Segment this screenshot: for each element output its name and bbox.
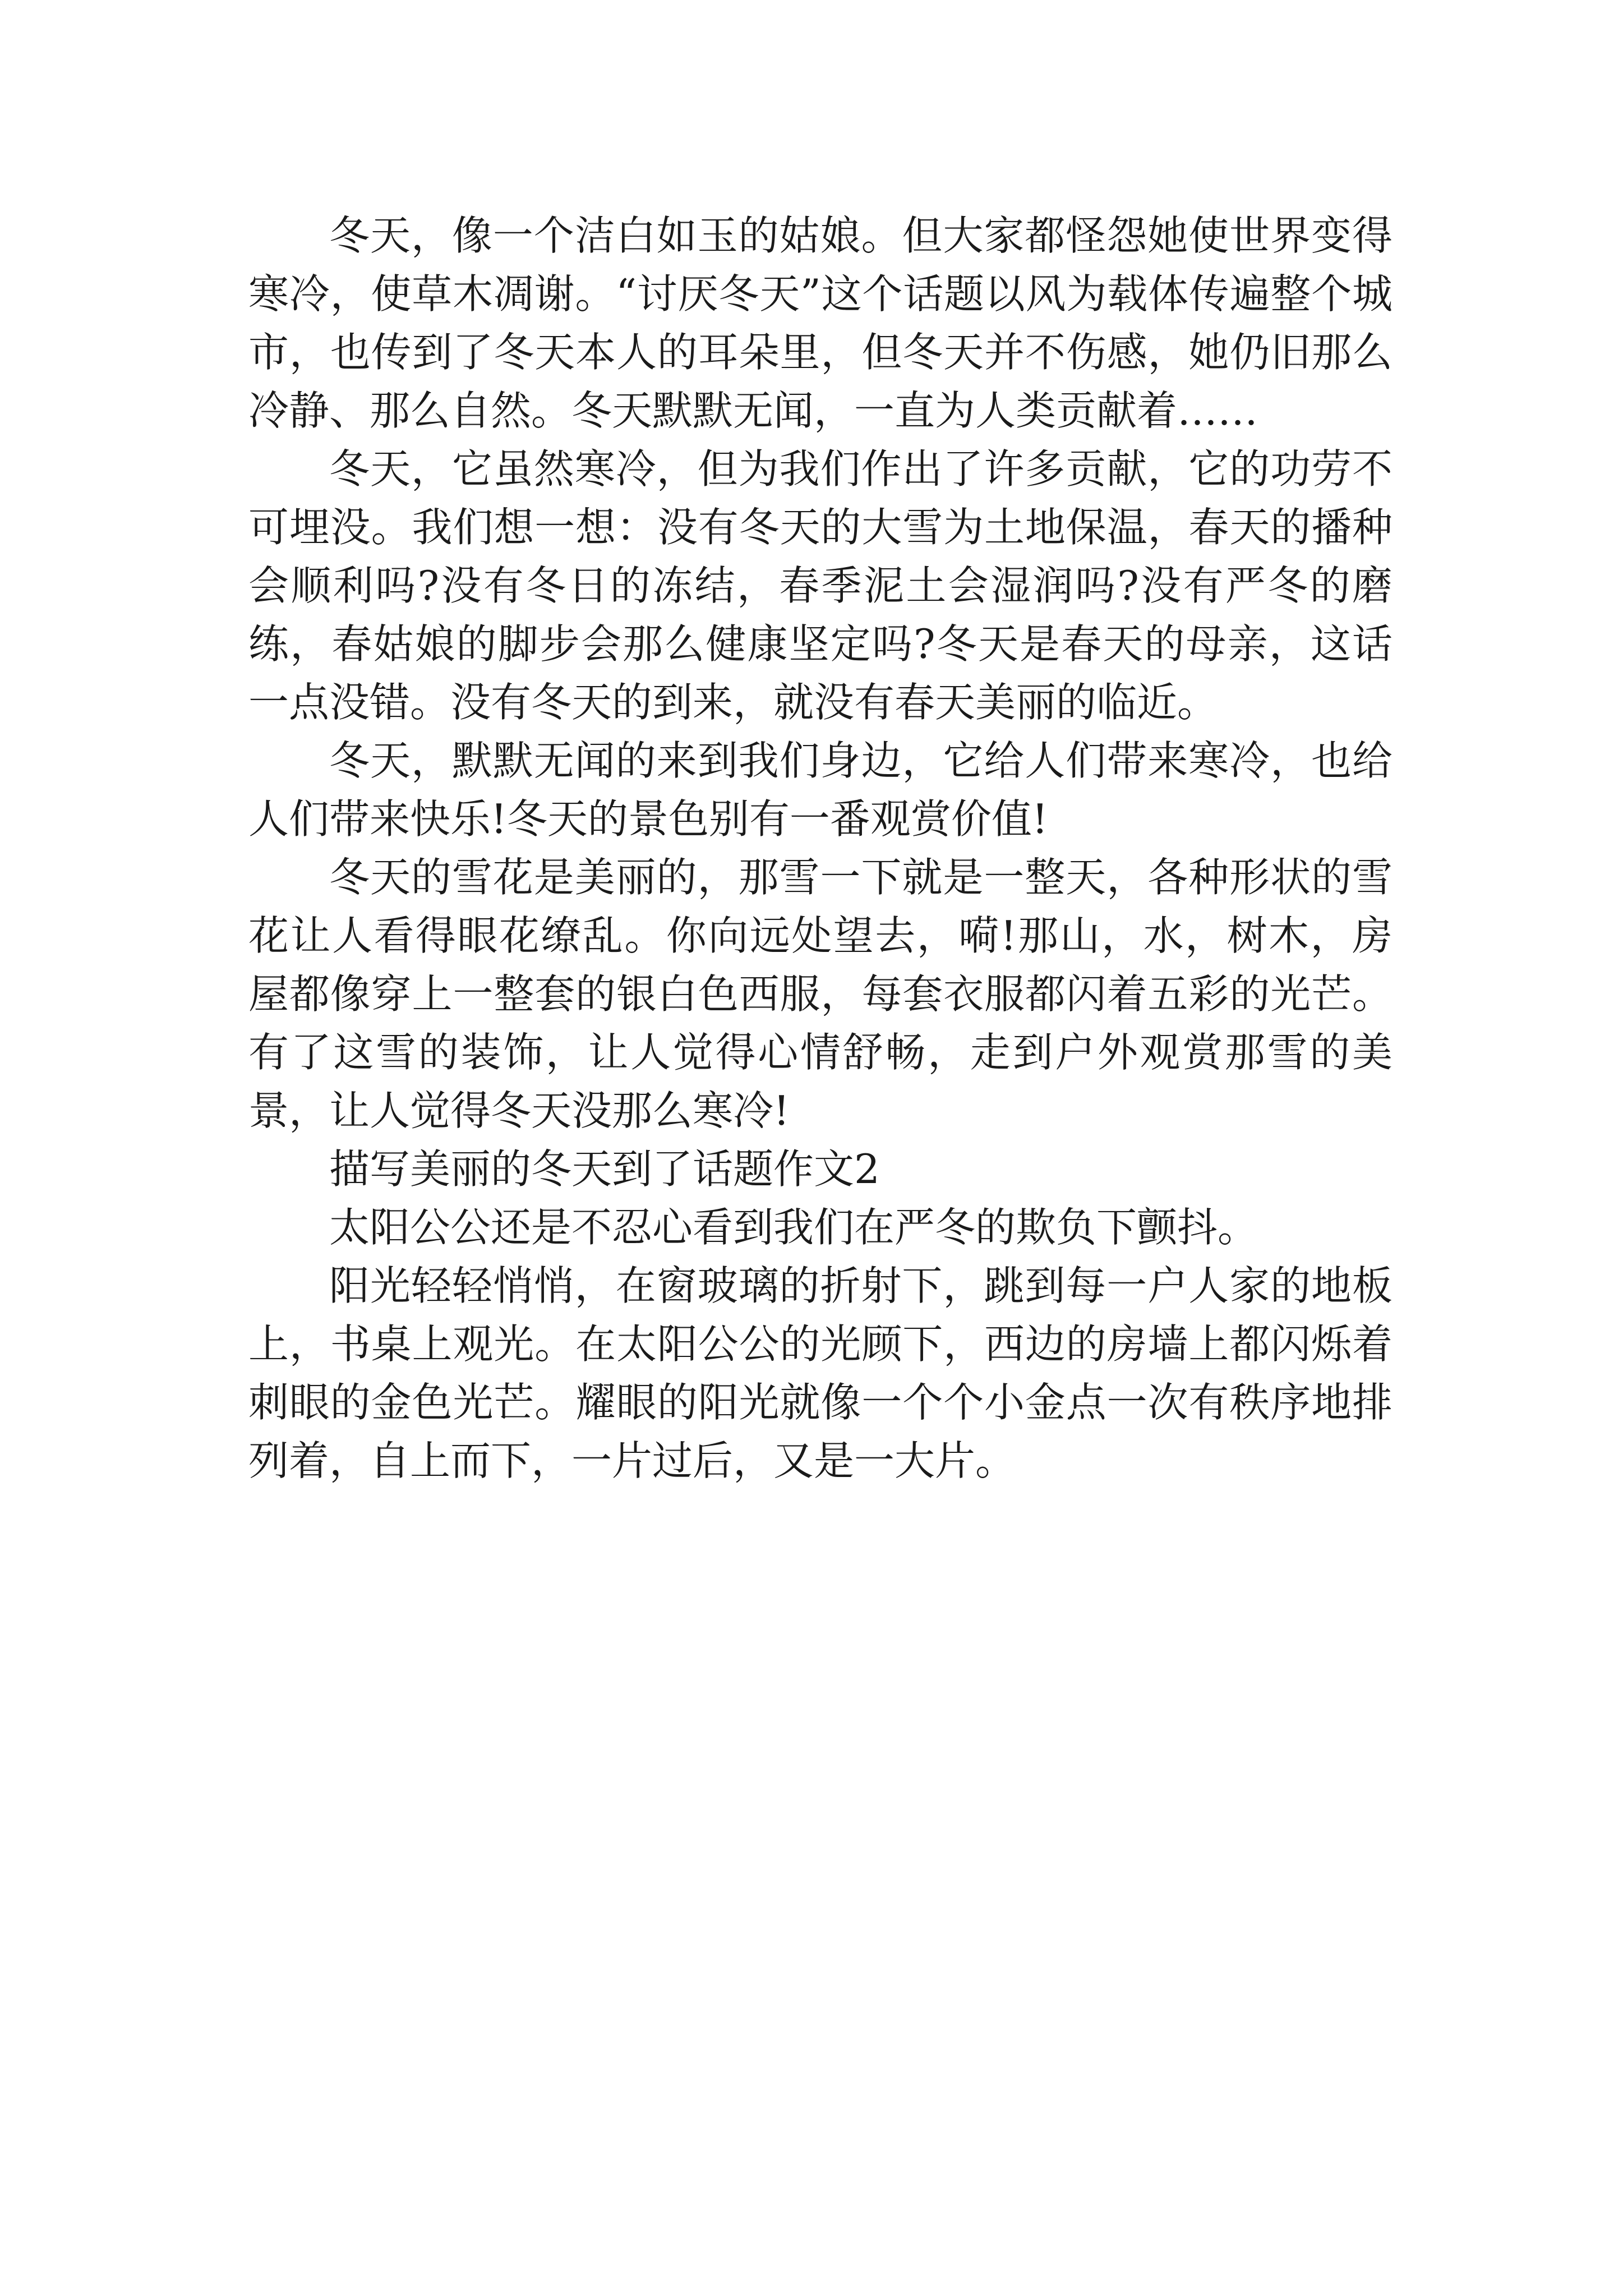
paragraph-6: 阳光轻轻悄悄，在窗玻璃的折射下，跳到每一户人家的地板上，书桌上观光。在太阳公公的光顾下，西边的房墙上都闪烁着刺眼的金色光芒。耀眼的阳光就像一个个小金点一次有秩序地排列着，自上而下，一片过后，又是一大片。 — [248, 1262, 1393, 1484]
paragraph-3: 冬天，默默无闻的来到我们身边，它给人们带来寒冷，也给人们带来快乐!冬天的景色别有一番观赏价值! — [248, 737, 1393, 843]
paragraph-2: 冬天，它虽然寒冷，但为我们作出了许多贡献，它的功劳不可埋没。我们想一想：没有冬天的大雪为土地保温，春天的播种会顺利吗?没有冬日的冻结，春季泥土会湿润吗?没有严冬的磨练，春姑娘的脚步会那么健康坚定吗?冬天是春天的母亲，这话一点没错。没有冬天的到来，就没有春天美丽的临近。 — [248, 445, 1393, 726]
document-body — [248, 206, 1393, 1490]
section-heading: 描写美丽的冬天到了话题作文2 — [329, 1145, 880, 1193]
paragraph-4: 冬天的雪花是美丽的，那雪一下就是一整天，各种形状的雪花让人看得眼花缭乱。你向远处望去，嗬!那山，水，树木，房屋都像穿上一整套的银白色西服，每套衣服都闪着五彩的光芒。有了这雪的装饰，让人觉得心情舒畅，走到户外观赏那雪的美景，让人觉得冬天没那么寒冷! — [248, 854, 1393, 1134]
paragraph-5: 太阳公公还是不忍心看到我们在严冬的欺负下颤抖。 — [329, 1204, 1258, 1251]
paragraph-1: 冬天，像一个洁白如玉的姑娘。但大家都怪怨她使世界变得寒冷，使草木凋谢。“讨厌冬天”这个话题以风为载体传遍整个城市，也传到了冬天本人的耳朵里，但冬天并不伤感，她仍旧那么冷静、那么自然。冬天默默无闻，一直为人类贡献着…… — [248, 212, 1393, 434]
